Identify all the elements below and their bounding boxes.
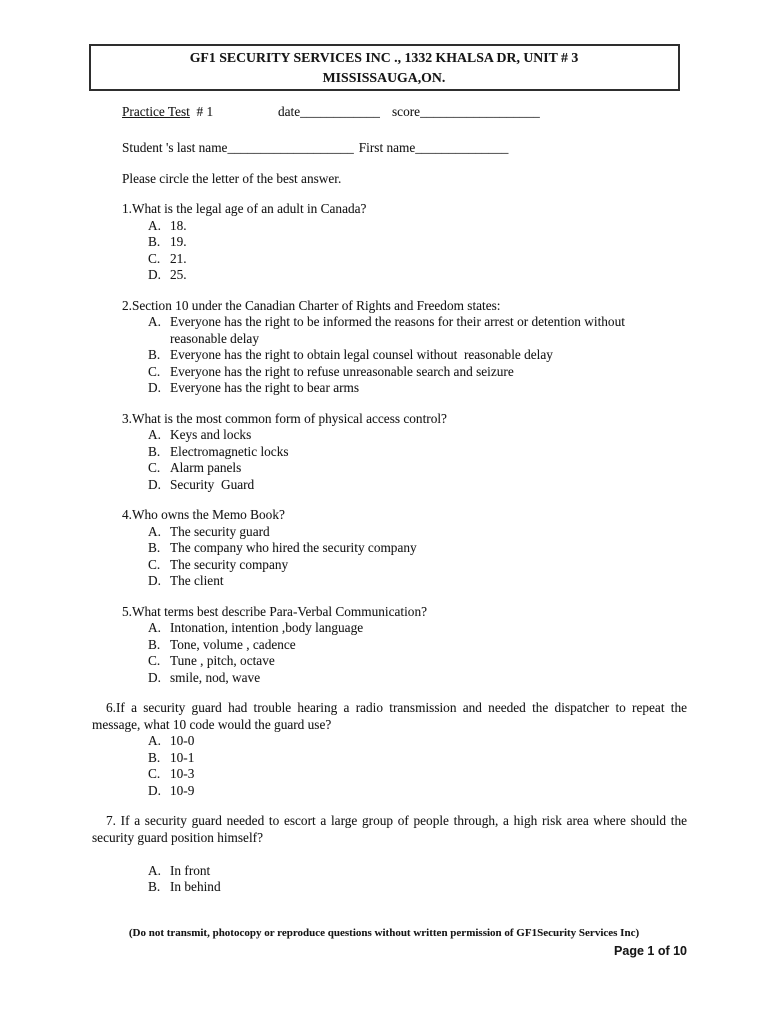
- score-label: score: [392, 104, 421, 119]
- option-letter: A.: [148, 733, 161, 748]
- option-text: 21.: [170, 250, 187, 266]
- header-line-2: MISSISSAUGA,ON.: [322, 69, 446, 85]
- answer-option: [92, 573, 687, 590]
- option-text: 10-1: [170, 749, 195, 765]
- option-text: 25.: [170, 267, 187, 282]
- answer-option: [92, 620, 687, 637]
- option-letter: D.: [148, 669, 161, 685]
- answer-option: [92, 653, 687, 670]
- question-stem: 4.Who owns the Memo Book?: [122, 507, 285, 522]
- option-letter: C.: [148, 766, 161, 781]
- option-letter: B.: [148, 234, 161, 249]
- option-text: Everyone has the right to obtain legal counsel without reasonable delay: [170, 347, 553, 362]
- option-text: Alarm panels: [170, 460, 242, 475]
- answer-option: [92, 364, 687, 381]
- answer-option: [92, 540, 687, 557]
- question-stem: 1.What is the legal age of an adult in Canada?: [122, 201, 367, 216]
- question-block: [92, 604, 687, 687]
- answer-option: [92, 766, 687, 783]
- option-text: 10-3: [170, 766, 195, 781]
- option-letter: A.: [148, 862, 161, 878]
- option-letter: D.: [148, 573, 161, 588]
- option-letter: A.: [148, 314, 161, 329]
- option-text: Everyone has the right to refuse unreasonable search and seizure: [170, 363, 514, 379]
- page-footer: [0, 927, 768, 960]
- answer-option: [92, 444, 687, 461]
- copyright-notice: (Do not transmit, photocopy or reproduce questions without written permission of GF1Security Services Inc): [128, 927, 640, 939]
- answer-option: [92, 218, 687, 235]
- last-name-label: Student 's last name: [122, 140, 228, 155]
- answer-option: [92, 733, 687, 750]
- option-letter: C.: [148, 250, 161, 266]
- option-letter: D.: [148, 476, 161, 492]
- question-block: [92, 507, 687, 590]
- question-block: [92, 201, 687, 284]
- option-letter: B.: [148, 636, 161, 652]
- question-block: [92, 700, 687, 799]
- answer-option: [92, 380, 687, 397]
- answer-option: [92, 783, 687, 800]
- answer-option: [92, 879, 687, 896]
- option-text: Everyone has the right to be informed the reasons for their arrest or detention without reasonable delay: [170, 314, 629, 346]
- option-text: Electromagnetic locks: [170, 443, 289, 459]
- practice-test-label: Practice Test: [122, 104, 190, 119]
- option-letter: D.: [148, 267, 161, 282]
- option-letter: C.: [148, 556, 161, 572]
- question-block: [92, 298, 687, 397]
- question-stem: 2.Section 10 under the Canadian Charter of Rights and Freedom states:: [122, 297, 501, 313]
- option-text: Intonation, intention ,body language: [170, 620, 364, 635]
- question-list: [92, 201, 687, 896]
- answer-option: [92, 557, 687, 574]
- answer-option: [92, 234, 687, 251]
- answer-option: [92, 477, 687, 494]
- instruction-text: Please circle the letter of the best answer.: [122, 170, 342, 186]
- option-letter: C.: [148, 460, 161, 475]
- option-text: smile, nod, wave: [170, 669, 261, 685]
- answer-option: [92, 460, 687, 477]
- option-text: In behind: [170, 879, 221, 894]
- option-text: The security company: [170, 556, 289, 572]
- score-blank: __________________: [420, 104, 540, 119]
- option-text: 10-9: [170, 782, 195, 798]
- option-letter: A.: [148, 523, 161, 539]
- answer-option: [92, 637, 687, 654]
- answer-option: [92, 524, 687, 541]
- test-title-row: [92, 104, 687, 121]
- question-stem: 7. If a security guard needed to escort a large group of people through, a high risk area where should the security guard position himself?: [92, 813, 687, 845]
- header-line-1: GF1 SECURITY SERVICES INC ., 1332 KHALSA DR, UNIT # 3: [189, 50, 579, 65]
- option-letter: B.: [148, 879, 161, 894]
- answer-option: [92, 314, 687, 347]
- option-letter: B.: [148, 443, 161, 459]
- test-number: # 1: [189, 104, 214, 119]
- option-text: Everyone has the right to bear arms: [170, 380, 360, 395]
- option-text: The client: [170, 573, 224, 588]
- options-gap: [92, 846, 687, 863]
- date-label: date: [278, 104, 301, 119]
- document-body: [0, 104, 768, 896]
- option-letter: B.: [148, 540, 161, 555]
- option-letter: B.: [148, 347, 161, 362]
- practice-test-title: [122, 104, 213, 121]
- page-number: Page 1 of 10: [614, 944, 687, 958]
- option-text: Security Guard: [170, 476, 255, 492]
- answer-option: [92, 251, 687, 268]
- option-letter: C.: [148, 653, 161, 668]
- date-field: [278, 104, 380, 121]
- question-block: [92, 411, 687, 494]
- option-text: Tune , pitch, octave: [170, 653, 275, 668]
- answer-option: [92, 427, 687, 444]
- option-text: Tone, volume , cadence: [170, 636, 296, 652]
- option-letter: A.: [148, 620, 161, 635]
- option-letter: C.: [148, 363, 161, 379]
- option-text: 10-0: [170, 733, 195, 748]
- document-header-box: [89, 44, 680, 91]
- last-name-blank: ___________________: [227, 140, 354, 155]
- question-stem: 6.If a security guard had trouble hearing a radio transmission and needed the dispatcher to repeat the message, what 10 code would the guard use?: [92, 700, 687, 732]
- date-blank: ____________: [300, 104, 380, 119]
- option-text: Keys and locks: [170, 427, 252, 442]
- answer-option: [92, 670, 687, 687]
- answer-option: [92, 750, 687, 767]
- option-letter: A.: [148, 427, 161, 442]
- option-text: 18.: [170, 217, 187, 233]
- answer-option: [92, 347, 687, 364]
- answer-option: [92, 267, 687, 284]
- question-block: [92, 813, 687, 896]
- answer-option: [92, 863, 687, 880]
- first-name-blank: ______________: [415, 140, 509, 155]
- question-stem: 3.What is the most common form of physical access control?: [122, 410, 447, 426]
- score-field: [392, 104, 540, 121]
- option-text: In front: [170, 862, 211, 878]
- question-stem: 5.What terms best describe Para-Verbal Communication?: [122, 603, 427, 619]
- option-letter: B.: [148, 749, 161, 765]
- option-text: The security guard: [170, 523, 270, 539]
- first-name-label: First name: [358, 140, 416, 155]
- option-letter: D.: [148, 380, 161, 395]
- option-letter: D.: [148, 782, 161, 798]
- student-name-row: [122, 140, 687, 157]
- option-text: The company who hired the security company: [170, 540, 417, 555]
- option-letter: A.: [148, 217, 161, 233]
- option-text: 19.: [170, 234, 187, 249]
